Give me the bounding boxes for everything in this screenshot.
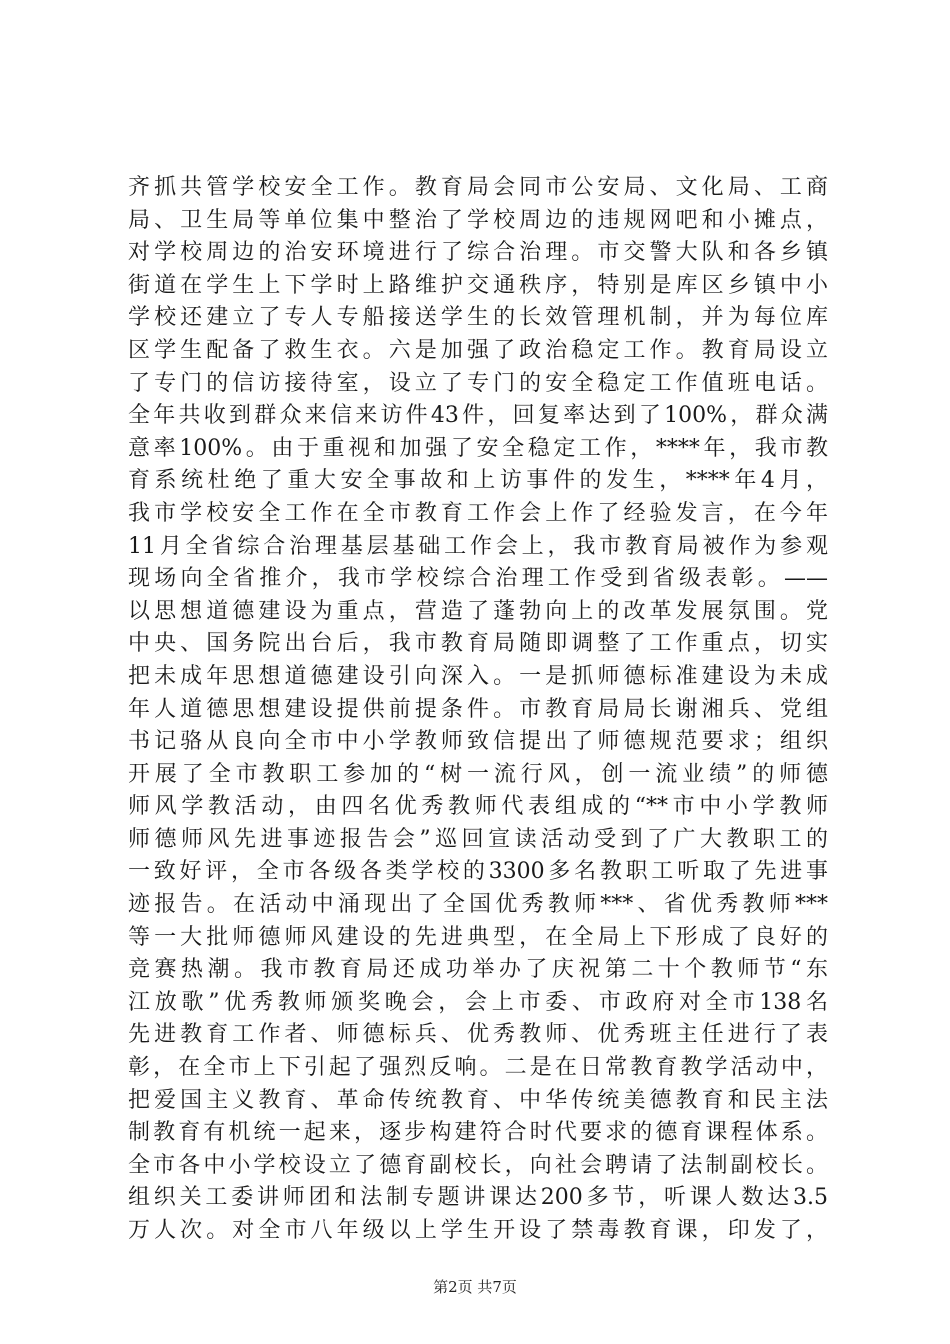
- text-line: 师风学教活动，由四名优秀教师代表组成的“**市中小学教师: [128, 794, 828, 820]
- text-line: 区学生配备了救生衣。六是加强了政治稳定工作。教育局设立: [128, 337, 828, 363]
- text-line: 学校还建立了专人专船接送学生的长效管理机制，并为每位库: [128, 305, 828, 331]
- text-line: 11月全省综合治理基层基础工作会上，我市教育局被作为参观: [128, 533, 828, 559]
- text-line: 竞赛热潮。我市教育局还成功举办了庆祝第二十个教师节“东: [128, 957, 828, 983]
- text-line: 万人次。对全市八年级以上学生开设了禁毒教育课，印发了，: [128, 1218, 828, 1243]
- text-line: 全市各中小学校设立了德育副校长，向社会聘请了法制副校长。: [128, 1152, 828, 1178]
- text-line: 迹报告。在活动中涌现出了全国优秀教师***、省优秀教师***: [128, 892, 828, 918]
- text-line: 齐抓共管学校安全工作。教育局会同市公安局、文化局、工商: [128, 175, 828, 200]
- text-line: 先进教育工作者、师德标兵、优秀教师、优秀班主任进行了表: [128, 1022, 828, 1048]
- text-line: 年人道德思想建设提供前提条件。市教育局局长谢湘兵、党组: [128, 696, 828, 722]
- text-line: 一致好评，全市各级各类学校的3300多名教职工听取了先进事: [128, 859, 828, 885]
- text-line: 书记骆从良向全市中小学教师致信提出了师德规范要求；组织: [128, 729, 828, 755]
- text-line: 等一大批师德师风建设的先进典型，在全局上下形成了良好的: [128, 924, 828, 950]
- text-line: 意率100%。由于重视和加强了安全稳定工作，****年，我市教: [128, 435, 828, 461]
- text-line: 全年共收到群众来信来访件43件，回复率达到了100%，群众满: [128, 403, 828, 429]
- text-line: 开展了全市教职工参加的“树一流行风，创一流业绩”的师德: [128, 761, 828, 787]
- text-line: 以思想道德建设为重点，营造了蓬勃向上的改革发展氛围。党: [128, 598, 828, 624]
- text-line: 师德师风先进事迹报告会”巡回宣读活动受到了广大教职工的: [128, 826, 828, 852]
- text-line: 了专门的信访接待室，设立了专门的安全稳定工作值班电话。: [128, 370, 828, 396]
- text-line: 对学校周边的治安环境进行了综合治理。市交警大队和各乡镇: [128, 240, 828, 266]
- text-line: 制教育有机统一起来，逐步构建符合时代要求的德育课程体系。: [128, 1120, 828, 1146]
- text-line: 彰，在全市上下引起了强烈反响。二是在日常教育教学活动中，: [128, 1055, 828, 1081]
- text-line: 中央、国务院出台后，我市教育局随即调整了工作重点，切实: [128, 631, 828, 657]
- text-line: 育系统杜绝了重大安全事故和上访事件的发生，****年4月，: [128, 468, 828, 494]
- text-line: 把未成年思想道德建设引向深入。一是抓师德标准建设为未成: [128, 663, 828, 689]
- text-line: 局、卫生局等单位集中整治了学校周边的违规网吧和小摊点，: [128, 207, 828, 233]
- text-line: 我市学校安全工作在全市教育工作会上作了经验发言，在今年: [128, 500, 828, 526]
- text-line: 组织关工委讲师团和法制专题讲课达200多节，听课人数达3.5: [128, 1185, 828, 1211]
- page-number-footer: 第2页 共7页: [433, 1278, 517, 1296]
- document-body: [128, 172, 828, 1248]
- text-line: 现场向全省推介，我市学校综合治理工作受到省级表彰。——: [128, 566, 828, 592]
- text-line: 江放歌”优秀教师颁奖晚会，会上市委、市政府对全市138名: [128, 989, 828, 1015]
- text-line: 把爱国主义教育、革命传统教育、中华传统美德教育和民主法: [128, 1087, 828, 1113]
- text-line: 街道在学生上下学时上路维护交通秩序，特别是库区乡镇中小: [128, 272, 828, 298]
